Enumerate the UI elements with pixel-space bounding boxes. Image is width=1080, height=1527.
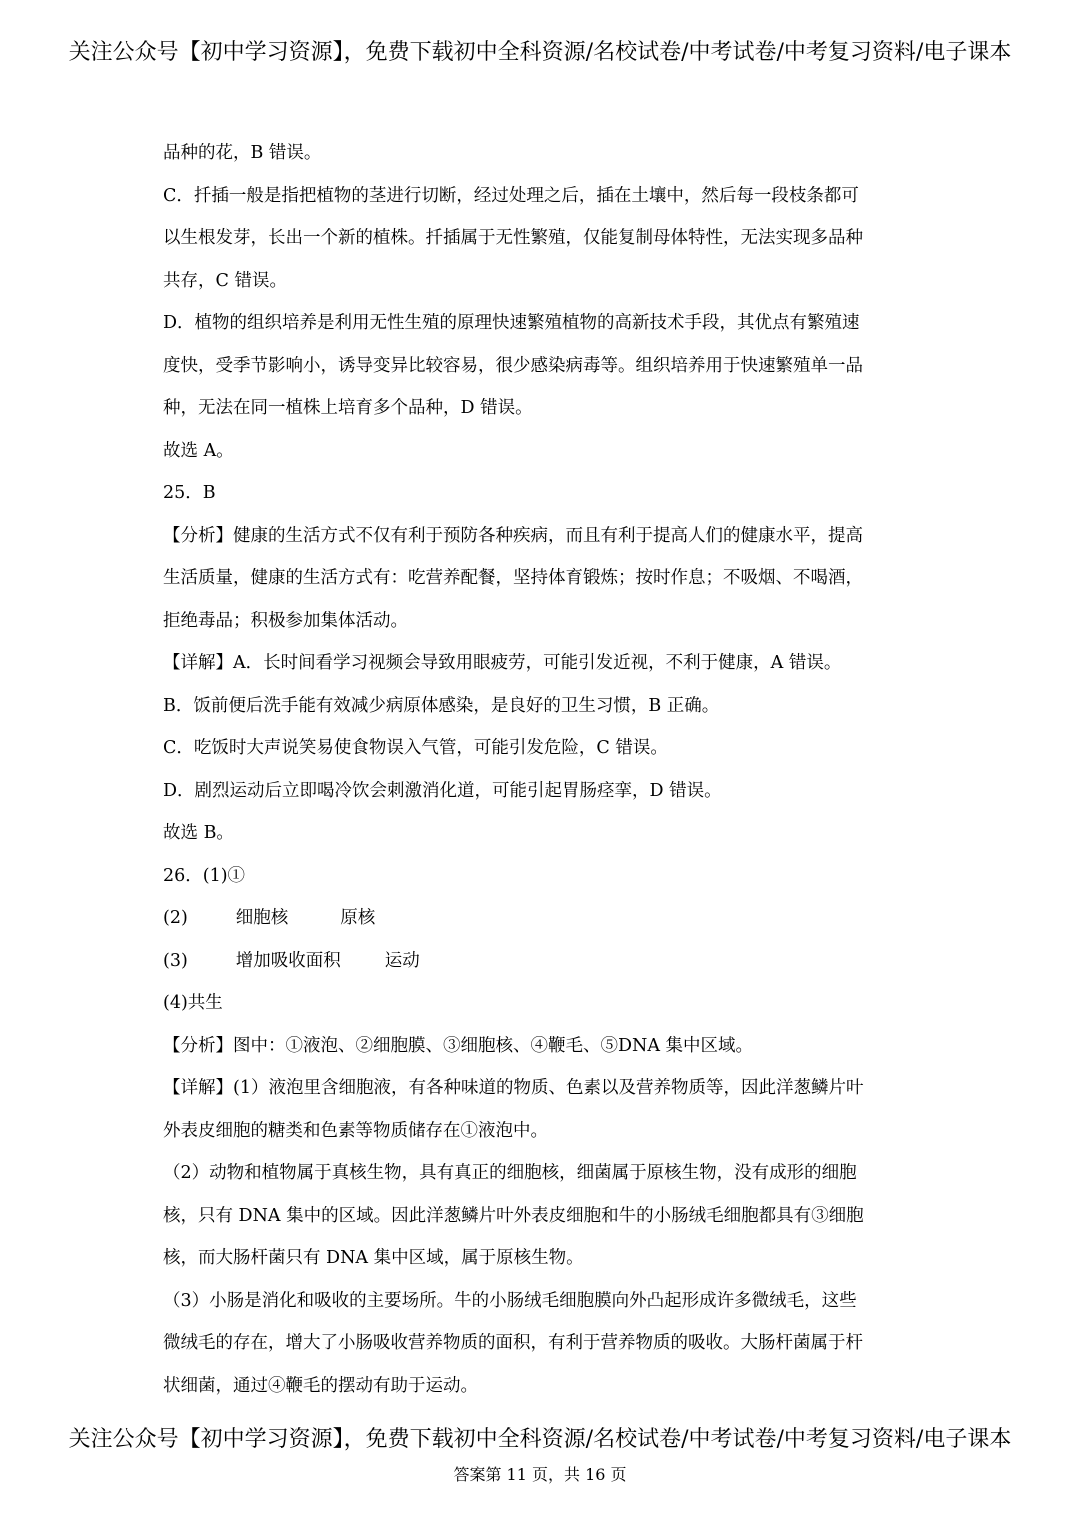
answer-blank-1: 细胞核: [235, 908, 289, 928]
question-25-answer: 25．B: [163, 483, 216, 503]
text-line: 故选 A。: [163, 440, 234, 461]
text-line: 【分析】健康的生活方式不仅有利于预防各种疾病，而且有利于提高人们的健康水平，提高: [163, 525, 863, 546]
text-line: C．扦插一般是指把植物的茎进行切断，经过处理之后，插在土壤中，然后每一段枝条都可: [163, 185, 859, 206]
text-line: 度快，受季节影响小，诱导变异比较容易，很少感染病毒等。组织培养用于快速繁殖单一品: [163, 355, 863, 376]
text-line: 共存，C 错误。: [163, 270, 287, 291]
answer-blank-1: 增加吸收面积: [235, 950, 341, 971]
answer-number: (2): [163, 908, 188, 928]
question-26-answer-3: [163, 945, 923, 988]
answer-blank-2: 运动: [384, 950, 420, 971]
text-line: 故选 B。: [163, 823, 234, 843]
text-line: B．饭前便后洗手能有效减少病原体感染，是良好的卫生习惯，B 正确。: [163, 695, 720, 716]
text-line: D．剧烈运动后立即喝冷饮会刺激消化道，可能引起胃肠痉挛，D 错误。: [163, 780, 722, 801]
text-line: 拒绝毒品；积极参加集体活动。: [163, 610, 408, 631]
text-line: 外表皮细胞的糖类和色素等物质储存在①液泡中。: [163, 1120, 548, 1141]
text-line: 【分析】图中：①液泡、②细胞膜、③细胞核、④鞭毛、⑤DNA 集中区域。: [163, 1035, 754, 1056]
text-line: 状细菌，通过④鞭毛的摆动有助于运动。: [163, 1375, 478, 1396]
text-line: （2）动物和植物属于真核生物，具有真正的细胞核，细菌属于原核生物，没有成形的细胞: [163, 1163, 857, 1183]
text-line: 【详解】A．长时间看学习视频会导致用眼疲劳，可能引发近视，不利于健康，A 错误。: [163, 653, 842, 673]
text-line: 微绒毛的存在，增大了小肠吸收营养物质的面积，有利于营养物质的吸收。大肠杆菌属于杆: [163, 1333, 863, 1353]
question-26-answer-2: [163, 902, 923, 945]
text-line: 生活质量，健康的生活方式有：吃营养配餐，坚持体育锻炼；按时作息；不吸烟、不喝酒，: [163, 568, 863, 588]
text-line: 种，无法在同一植株上培育多个品种，D 错误。: [163, 398, 533, 418]
page-number: 答案第 11 页，共 16 页: [453, 1465, 627, 1484]
text-line: 以生根发芽，长出一个新的植株。扦插属于无性繁殖，仅能复制母体特性，无法实现多品种: [163, 228, 863, 248]
text-line: 【详解】(1）液泡里含细胞液，有各种味道的物质、色素以及营养物质等，因此洋葱鳞片叶: [163, 1078, 864, 1098]
answer-body: [163, 137, 923, 1412]
text-line: D．植物的组织培养是利用无性生殖的原理快速繁殖植物的高新技术手段，其优点有繁殖速: [163, 313, 860, 333]
bottom-banner: 关注公众号【初中学习资源】，免费下载初中全科资源/名校试卷/中考试卷/中考复习资料/电子课本: [68, 1427, 1012, 1452]
answer-blank-2: 原核: [340, 908, 376, 928]
text-line: 核，而大肠杆菌只有 DNA 集中区域，属于原核生物。: [163, 1248, 584, 1268]
text-line: （3）小肠是消化和吸收的主要场所。牛的小肠绒毛细胞膜向外凸起形成许多微绒毛，这些: [163, 1290, 857, 1311]
question-26-answer-1: 26．(1)①: [163, 865, 246, 886]
text-line: C．吃饭时大声说笑易使食物误入气管，可能引发危险，C 错误。: [163, 738, 668, 758]
text-line: 核，只有 DNA 集中的区域。因此洋葱鳞片叶外表皮细胞和牛的小肠绒毛细胞都具有③细胞: [163, 1205, 864, 1226]
text-line: 品种的花，B 错误。: [163, 143, 322, 163]
answer-number: (3): [163, 950, 188, 971]
top-banner: 关注公众号【初中学习资源】，免费下载初中全科资源/名校试卷/中考试卷/中考复习资料/电子课本: [68, 40, 1012, 65]
question-26-answer-4: (4)共生: [163, 993, 223, 1013]
